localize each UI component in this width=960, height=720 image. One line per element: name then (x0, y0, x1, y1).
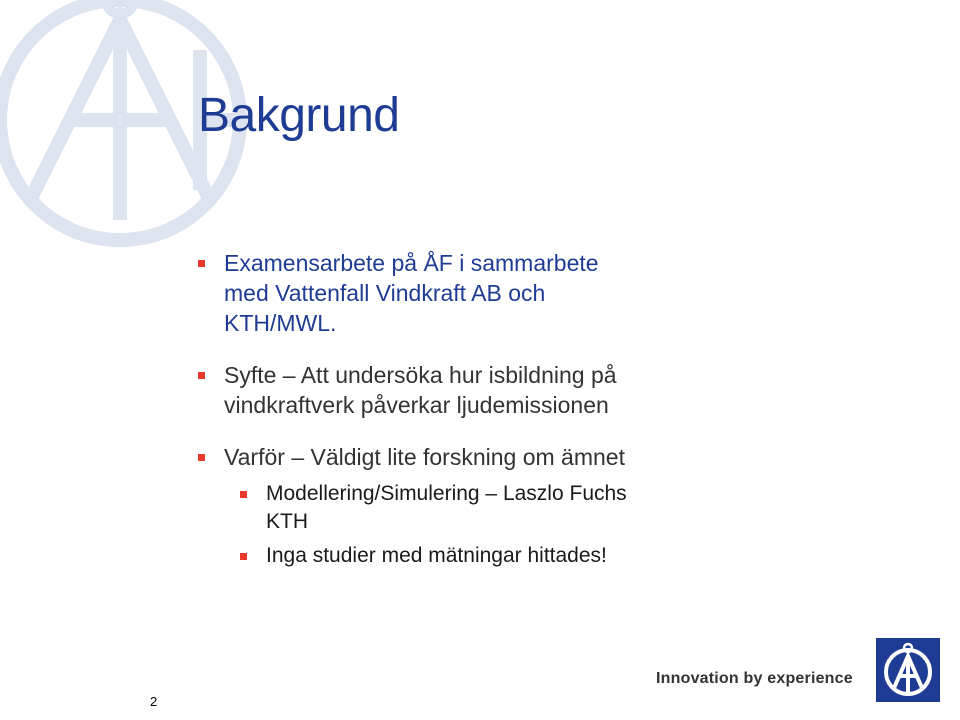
bullet-list (198, 248, 758, 576)
bullet-text: KTH (266, 510, 308, 533)
bullet-varfor (198, 442, 758, 472)
sub-bullet-inga-studier (240, 542, 758, 570)
bullet-text: med Vattenfall Vindkraft AB och (224, 280, 546, 306)
bullet-square-icon (198, 454, 205, 461)
bullet-examensarbete (198, 248, 758, 338)
af-logo-icon (876, 638, 940, 702)
slide-title: Bakgrund (198, 89, 400, 142)
bullet-text: KTH/MWL. (224, 310, 337, 336)
bullet-text: Varför – Väldigt lite forskning om ämnet (224, 444, 625, 470)
footer-tagline: Innovation by experience (656, 670, 853, 687)
bullet-square-icon (198, 372, 205, 379)
bullet-text: Syfte – Att undersöka hur isbildning på (224, 362, 617, 388)
bullet-syfte (198, 360, 758, 420)
bullet-text: Inga studier med mätningar hittades! (266, 544, 607, 567)
bullet-text: Modellering/Simulering – Laszlo Fuchs (266, 482, 627, 505)
bullet-text: Examensarbete på ÅF i sammarbete (224, 250, 599, 276)
bullet-square-icon (198, 260, 205, 267)
bullet-square-icon (240, 553, 247, 560)
sub-bullet-modellering (240, 480, 758, 536)
page-number: 2 (150, 694, 158, 709)
bullet-text: vindkraftverk påverkar ljudemissionen (224, 392, 609, 418)
bullet-square-icon (240, 491, 247, 498)
